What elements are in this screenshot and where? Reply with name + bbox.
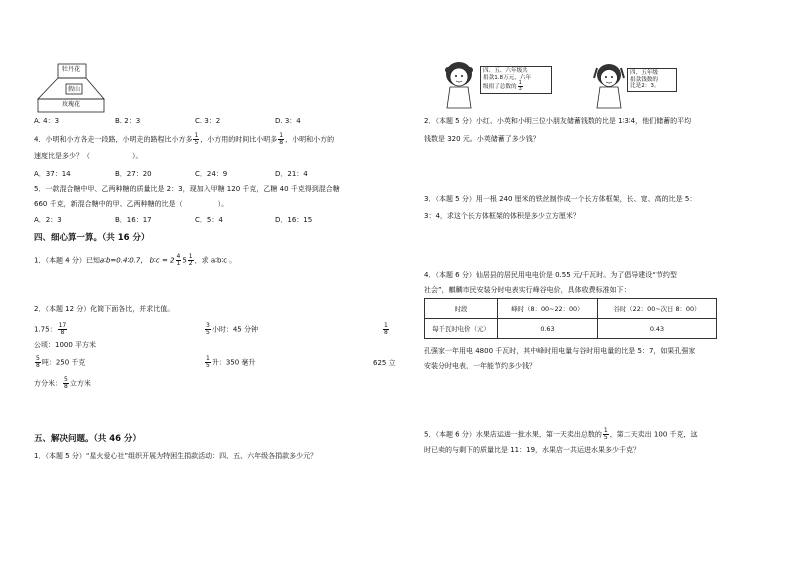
q5-option-d: D．16：15 xyxy=(275,216,313,224)
q4-fraction-2: $\frac{1}{8}$ xyxy=(279,132,284,146)
table-header-cell: 时段 xyxy=(425,299,498,319)
diagram-top-label: 牡丹花 xyxy=(62,66,81,73)
calc2-item-6-cont: 方分米： $\frac{5}{8}$ 立方米 xyxy=(34,376,91,390)
table-header-cell: 谷时（22：00~次日 8：00） xyxy=(597,299,716,319)
table-cell: 0.63 xyxy=(498,319,598,339)
q5-line1: 5．一款混合糖中甲、乙两种糖的质量比是 2：3，现加入甲糖 120 千克，乙糖 40 千克得到混合糖 xyxy=(34,185,340,193)
q3-option-c: C. 3：2 xyxy=(195,117,221,125)
q4-option-b: B．27：20 xyxy=(115,170,152,178)
q4-question: 4．小明和小方各走一段路，小明走的路程比小方多 $\frac{1}{5}$ ，小方用的时间比小明多 $\frac{1}{8}$ ，小明和小方的 xyxy=(34,132,335,146)
table-cell: 0.43 xyxy=(597,319,716,339)
q5-option-a: A．2：3 xyxy=(34,216,62,224)
table-cell: 每千瓦时电价（元） xyxy=(425,319,498,339)
calc2-item-3: $\frac{1}{8}$ xyxy=(384,322,388,336)
girl-cartoon-right xyxy=(592,62,626,110)
speech-bubble-left: 四、五、六年级共 捐款1.8万元，六年 级捐了总数的 $\frac{1}{3}$ xyxy=(480,66,552,94)
electricity-price-table xyxy=(424,298,717,339)
problem-5-line2: 时已卖的与剩下的质量比是 11：19，水果店一共运进水果多少千克？ xyxy=(424,446,641,454)
diagram-mid-label: 假山 xyxy=(68,86,81,93)
problem-4-line1: 4．（本题 6 分）仙居县的居民用电电价是 0.55 元/千瓦时。为了倡导建设“节约型 xyxy=(424,271,677,279)
problem-3-line1: 3．（本题 5 分）用一根 240 厘米的铁丝制作成一个长方体框架，长、宽、高的比是 5： xyxy=(424,195,697,203)
problem-4-line2: 社会”，麒麟市民安装分时电表实行峰谷电价，具体收费标准如下： xyxy=(424,286,631,294)
q4-line2: 速度比是多少？（ ）。 xyxy=(34,152,143,160)
calc2-title: 2．（本题 12 分）化简下面各比，并求比值。 xyxy=(34,305,175,313)
diagram-bottom-label: 玫瑰花 xyxy=(62,101,81,108)
calc2-item-6: 625 立 xyxy=(373,359,396,367)
calc1-fraction-2: $\frac{1}{2}$ xyxy=(188,253,193,267)
problem-2-line1: 2．（本题 5 分）小红、小英和小明三位小朋友储蓄钱数的比是 1∶3∶4，他们储蓄的平均 xyxy=(424,117,692,125)
problem-1-text: 1．（本题 5 分）“星火爱心社”组织开展为特困生捐款活动：四、五、六年级各捐款多少元？ xyxy=(34,452,318,460)
section-4-title: 四、细心算一算。（共 16 分） xyxy=(34,233,150,243)
girl-cartoon-left xyxy=(442,60,478,110)
q3-option-a: A. 4：3 xyxy=(34,117,60,125)
q3-option-b: B. 2：3 xyxy=(115,117,141,125)
calc2-item-3-cont: 公顷：1000 平方米 xyxy=(34,341,97,349)
q4-option-d: D．21：4 xyxy=(275,170,308,178)
calc2-item-4: $\frac{5}{8}$ 吨：250 千克 xyxy=(36,355,86,369)
q5-option-c: C．5：4 xyxy=(195,216,223,224)
q4-fraction-1: $\frac{1}{5}$ xyxy=(194,132,199,146)
calc2-item-2: $\frac{3}{5}$ 小时：45 分钟 xyxy=(206,322,258,336)
calc2-item-5: $\frac{1}{5}$ 升：350 毫升 xyxy=(206,355,256,369)
q4-option-c: C．24：9 xyxy=(195,170,228,178)
table-row xyxy=(425,319,717,339)
q5-option-b: B．16：17 xyxy=(115,216,152,224)
table-header-cell: 峰时（8：00~22：00） xyxy=(498,299,598,319)
calc1-fraction: $\frac{4}{1}$ xyxy=(176,253,181,267)
problem-3-line2: 3：4，求这个长方体框架的体积是多少立方厘米？ xyxy=(424,212,580,220)
q5-line2: 660 千克，新混合糖中的甲、乙两种糖的比是（ ）。 xyxy=(34,200,229,208)
q3-option-d: D. 3：4 xyxy=(275,117,301,125)
problem-5-line1: 5．（本题 6 分）水果店运进一批水果，第一天卖出总数的 $\frac{1}{5}$ ，第二天卖出 100 千克，这 xyxy=(424,427,698,441)
table-row xyxy=(425,299,717,319)
speech-bubble-right: 四、五年级 捐款钱数的 比是2：3。 xyxy=(627,68,677,92)
problem-4-line4: 安装分时电表，一年能节约多少钱？ xyxy=(424,362,536,370)
calc2-item-1: 1.75： $\frac{17}{8}$ xyxy=(34,322,67,336)
problem-2-line2: 钱数是 320 元。小英储蓄了多少钱？ xyxy=(424,135,540,143)
section-5-title: 五、解决问题。（共 46 分） xyxy=(34,434,141,444)
calc1-question: 1．（本题 4 分）已知a∶b=0.4∶0.7， b∶c = 2 $\frac{4}{1}$ 5 $\frac{1}{2}$ ，求 a∶b∶c 。 xyxy=(34,253,237,267)
q4-option-a: A．37：14 xyxy=(34,170,71,178)
problem-4-line3: 孔强家一年用电 4800 千瓦时，其中峰时用电量与谷时用电量的比是 5：7，如果孔强家 xyxy=(424,347,696,355)
